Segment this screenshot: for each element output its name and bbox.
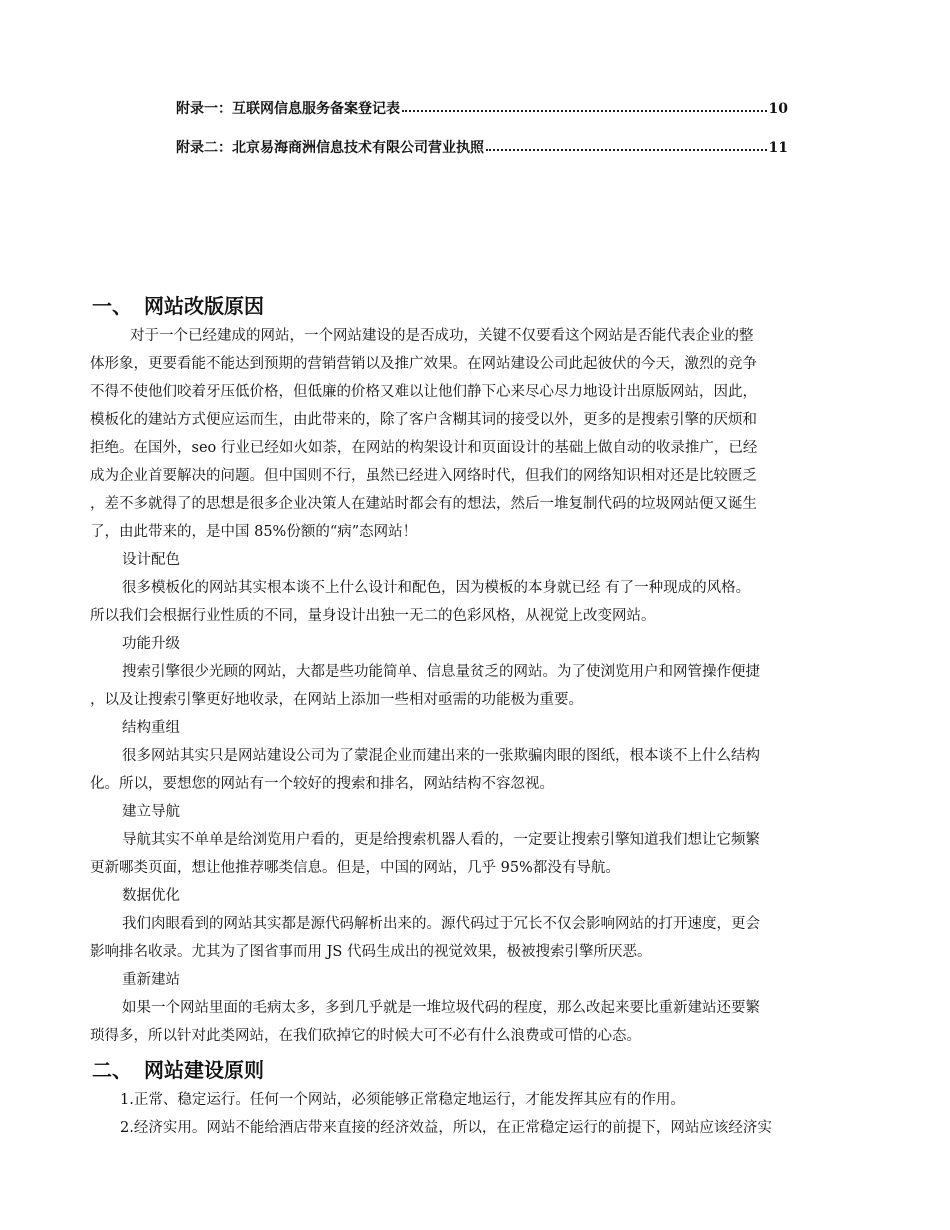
section-1-heading xyxy=(92,290,264,319)
toc-page: 10 xyxy=(768,101,788,117)
paragraph-line: 化。所以，要想您的网站有一个较好的搜索和排名，网站结构不容忽视。 xyxy=(90,776,554,792)
section-1-intro xyxy=(90,322,855,546)
paragraph-line: 不得不使他们咬着牙压低价格，但低廉的价格又难以让他们静下心来尽心尽力地设计出原版网站，因此， xyxy=(90,384,757,400)
paragraph-line: 成为企业首要解决的问题。但中国则不行，虽然已经进入网络时代，但我们的网络知识相对还是比较匮乏 xyxy=(90,468,757,484)
item-paragraph xyxy=(90,742,855,798)
subheading-structure-reorg: 结构重组 xyxy=(122,720,180,736)
paragraph-line: 体形象，更要看能不能达到预期的营销营销以及推广效果。在网站建设公司此起彼伏的今天，激烈的竞争 xyxy=(90,356,757,372)
section-title: 网站建设原则 xyxy=(144,1058,264,1082)
toc-label: 附录二：北京易海商洲信息技术有限公司营业执照 xyxy=(176,140,484,156)
paragraph-line: 1.正常、稳定运行。任何一个网站，必须能够正常稳定地运行，才能发挥其应有的作用。 xyxy=(120,1092,685,1108)
paragraph-line: 导航其实不单单是给浏览用户看的，更是给搜索机器人看的，一定要让搜索引擎知道我们想让它频繁 xyxy=(122,832,760,848)
item-paragraph xyxy=(90,574,855,630)
paragraph-line: 很多网站其实只是网站建设公司为了蒙混企业而建出来的一张欺骗肉眼的图纸，根本谈不上什么结构 xyxy=(122,748,760,764)
subheading-navigation: 建立导航 xyxy=(122,804,180,820)
paragraph-line: 如果一个网站里面的毛病太多，多到几乎就是一堆垃圾代码的程度，那么改起来要比重新建站还要繁 xyxy=(122,1000,760,1016)
subheading-data-optimization: 数据优化 xyxy=(122,888,180,904)
section-title: 网站改版原因 xyxy=(144,294,264,318)
section-number: 二、 xyxy=(92,1058,132,1082)
paragraph-line: 拒绝。在国外，seo 行业已经如火如荼，在网站的构架设计和页面设计的基础上做自动的收录推广，已经 xyxy=(90,440,758,456)
paragraph-line: 琐得多，所以针对此类网站，在我们砍掉它的时候大可不必有什么浪费或可惜的心态。 xyxy=(90,1028,641,1044)
toc-entry-appendix-2[interactable] xyxy=(176,137,788,157)
paragraph-line: 了，由此带来的，是中国 85%份额的“病”态网站！ xyxy=(90,524,418,540)
toc-page: 11 xyxy=(768,140,788,156)
section-2-body xyxy=(90,1086,855,1142)
item-paragraph xyxy=(90,994,855,1050)
paragraph-line: 很多模板化的网站其实根本谈不上什么设计和配色，因为模板的本身就已经 有了一种现成的风格。 xyxy=(122,580,751,596)
toc-leader-dots xyxy=(402,110,767,112)
item-paragraph xyxy=(90,826,855,882)
item-paragraph xyxy=(90,910,855,966)
item-paragraph xyxy=(90,658,855,714)
paragraph-line: ，差不多就得了的思想是很多企业决策人在建站时都会有的想法，然后一堆复制代码的垃圾网站便又诞生 xyxy=(90,496,757,512)
section-2-heading xyxy=(92,1054,264,1083)
paragraph-line: 影响排名收录。尤其为了图省事而用 JS 代码生成出的视觉效果，极被搜索引擎所厌恶。 xyxy=(90,944,652,960)
paragraph-line: 我们肉眼看到的网站其实都是源代码解析出来的。源代码过于冗长不仅会影响网站的打开速度，更会 xyxy=(122,916,760,932)
subheading-rebuild: 重新建站 xyxy=(122,972,180,988)
paragraph-line: 模板化的建站方式便应运而生，由此带来的，除了客户含糊其词的接受以外，更多的是搜索引擎的厌烦和 xyxy=(90,412,757,428)
paragraph-line: 对于一个已经建成的网站，一个网站建设的是否成功，关键不仅要看这个网站是否能代表企业的整 xyxy=(130,328,754,344)
section-number: 一、 xyxy=(92,294,132,318)
paragraph-line: ，以及让搜索引擎更好地收录，在网站上添加一些相对亟需的功能极为重要。 xyxy=(90,692,583,708)
paragraph-line: 更新哪类页面，想让他推荐哪类信息。但是，中国的网站，几乎 95%都没有导航。 xyxy=(90,860,620,876)
toc-label: 附录一：互联网信息服务备案登记表 xyxy=(176,101,400,117)
subheading-feature-upgrade: 功能升级 xyxy=(122,636,180,652)
toc-leader-dots xyxy=(486,149,767,151)
paragraph-line: 2.经济实用。网站不能给酒店带来直接的经济效益，所以，在正常稳定运行的前提下，网站应该经济实 xyxy=(120,1120,772,1136)
paragraph-line: 所以我们会根据行业性质的不同，量身设计出独一无二的色彩风格，从视觉上改变网站。 xyxy=(90,608,656,624)
toc-entry-appendix-1[interactable] xyxy=(176,98,788,118)
subheading-design-color: 设计配色 xyxy=(122,552,180,568)
paragraph-line: 搜索引擎很少光顾的网站，大都是些功能简单、信息量贫乏的网站。为了使浏览用户和网管操作便捷 xyxy=(122,664,760,680)
